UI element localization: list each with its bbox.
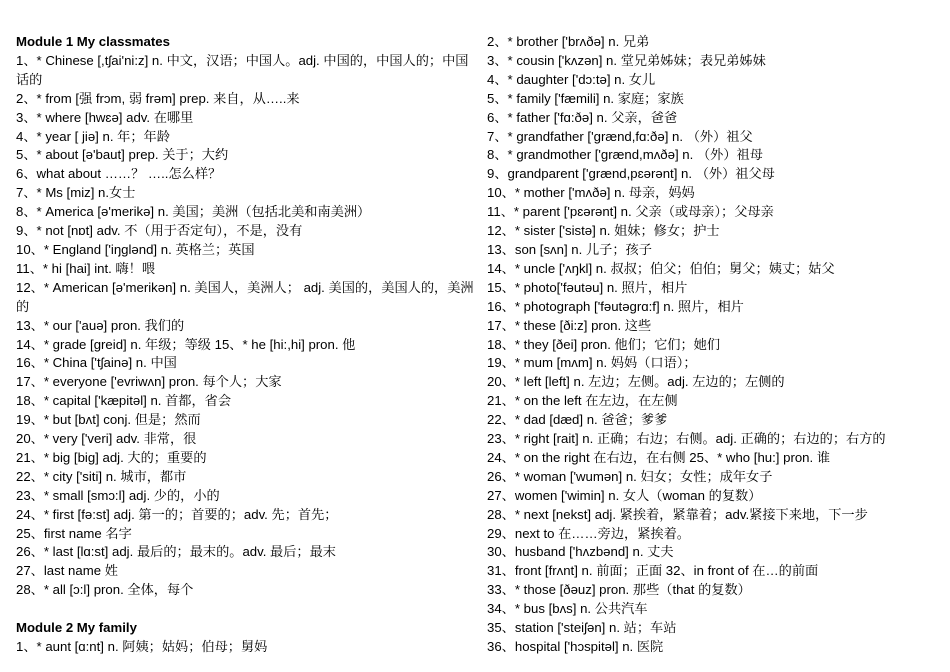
vocab-entry: 3、* cousin ['kʌzən] n. 堂兄弟姊妹；表兄弟姊妹 bbox=[487, 52, 766, 68]
vocab-entry: 28、* all [ɔ:l] pron. 全体，每个 bbox=[16, 582, 194, 598]
vocab-entry: 22、* dad [dæd] n. 爸爸；爹爹 bbox=[487, 412, 668, 428]
vocab-entry: 19、* mum [mʌm] n. 妈妈（口语）； bbox=[487, 355, 697, 371]
vocab-entry: 4、* year [ jiə] n. 年；年龄 bbox=[16, 128, 170, 144]
vocab-entry: 27、last name 姓 bbox=[16, 563, 118, 579]
vocab-entry: 16、* China ['tʃainə] n. 中国 bbox=[16, 355, 177, 371]
vocab-entry: 20、* left [left] n. 左边；左侧。adj. 左边的；左侧的 bbox=[487, 374, 785, 390]
vocab-entry: 4、* daughter ['dɔ:tə] n. 女儿 bbox=[487, 71, 656, 87]
vocab-entry: 14、* uncle ['ʌŋkl] n. 叔叔；伯父；伯伯；舅父；姨丈；姑父 bbox=[487, 260, 835, 276]
vocab-entry: 11、* hi [hai] int. 嗨！喂 bbox=[16, 260, 156, 276]
vocab-entry: 6、* father ['fɑ:ðə] n. 父亲，爸爸 bbox=[487, 109, 678, 125]
vocab-entry: 2、* from [强 frɔm, 弱 frəm] prep. 来自，从…..来 bbox=[16, 90, 300, 106]
section-spacer bbox=[16, 600, 474, 619]
vocab-entry: 1、* aunt [ɑ:nt] n. 阿姨；姑妈；伯母；舅妈 bbox=[16, 638, 268, 654]
vocab-entry: 6、what about ……？ …..怎么样？ bbox=[16, 166, 222, 182]
vocab-entry: 24、* first [fə:st] adj. 第一的；首要的；adv. 先；首先； bbox=[16, 506, 338, 522]
vocab-entry: 26、* last [lɑ:st] adj. 最后的；最末的。adv. 最后；最末 bbox=[16, 544, 336, 560]
vocab-entry: 18、* capital ['kæpitəl] n. 首都，省会 bbox=[16, 393, 232, 409]
vocab-entry: 2、* brother ['brʌðə] n. 兄弟 bbox=[487, 34, 650, 49]
vocab-entry: 7、* grandfather ['grænd,fɑ:ðə] n. （外）祖父 bbox=[487, 128, 753, 144]
vocab-entry: 26、* woman ['wumən] n. 妇女；女性；成年女子 bbox=[487, 468, 773, 484]
vocab-entry: 30、husband ['hʌzbənd] n. 丈夫 bbox=[487, 544, 674, 560]
vocab-entry: 23、* right [rait] n. 正确；右边；右侧。adj. 正确的；右边的；右方的 bbox=[487, 431, 886, 447]
vocab-entry: 35、station ['steiʃən] n. 站；车站 bbox=[487, 620, 677, 636]
vocab-entry: 5、* family ['fæmili] n. 家庭；家族 bbox=[487, 90, 684, 106]
vocab-entry: 19、* but [bʌt] conj. 但是；然而 bbox=[16, 412, 201, 428]
vocab-entry: 7、* Ms [miz] n.女士 bbox=[16, 185, 136, 201]
vocab-entry: 9、* not [nɒt] adv. 不（用于否定句），不是，没有 bbox=[16, 223, 303, 239]
right-column bbox=[487, 33, 937, 657]
vocab-entry: 31、front [frʌnt] n. 前面；正面 32、in front of 在…的前面 bbox=[487, 563, 819, 579]
vocab-entry: 33、* those [ðəuz] pron. 那些（that 的复数） bbox=[487, 582, 751, 598]
vocab-entry: 22、* city ['siti] n. 城市，都市 bbox=[16, 468, 187, 484]
vocab-entry: 12、* sister ['sistə] n. 姐妹；修女；护士 bbox=[487, 223, 720, 239]
vocab-entry: 16、* photograph ['fəutəgrɑ:f] n. 照片，相片 bbox=[487, 298, 744, 314]
vocab-entry: 8、* grandmother ['grænd,mʌðə] n. （外）祖母 bbox=[487, 147, 763, 163]
vocab-entry: 23、* small [smɔ:l] adj. 少的，小的 bbox=[16, 487, 220, 503]
vocab-entry: 17、* these [ði:z] pron. 这些 bbox=[487, 317, 652, 333]
vocab-entry: 20、* very ['veri] adv. 非常，很 bbox=[16, 431, 197, 447]
vocab-entry: 28、* next [nekst] adj. 紧挨着，紧靠着；adv.紧接下来地，下一步 bbox=[487, 506, 868, 522]
vocab-entry: 21、* big [big] adj. 大的；重要的 bbox=[16, 449, 207, 465]
vocab-entry: 5、* about [ə'baut] prep. 关于；大约 bbox=[16, 147, 229, 163]
module-1-title: Module 1 My classmates bbox=[16, 34, 170, 49]
vocab-entry: 24、* on the right 在右边，在右侧 25、* who [hu:] pron. 谁 bbox=[487, 449, 831, 465]
vocab-entry: 34、* bus [bʌs] n. 公共汽车 bbox=[487, 601, 648, 617]
vocab-entry: 27、women ['wimin] n. 女人（woman 的复数） bbox=[487, 487, 762, 503]
vocab-entry: 15、* photo['fəutəu] n. 照片，相片 bbox=[487, 279, 688, 295]
vocab-entry: 14、* grade [greid] n. 年级；等级 15、* he [hi:,hi] pron. 他 bbox=[16, 336, 356, 352]
vocab-entry: 25、first name 名字 bbox=[16, 525, 132, 541]
vocab-entry: 10、* England ['iŋglənd] n. 英格兰；英国 bbox=[16, 241, 255, 257]
vocab-entry: 8、* America [ə'merikə] n. 美国；美洲（包括北美和南美洲） bbox=[16, 204, 371, 220]
vocab-entry: 9、grandparent ['grænd,pɛərənt] n. （外）祖父母 bbox=[487, 166, 775, 182]
vocab-entry: 17、* everyone ['evriwʌn] pron. 每个人；大家 bbox=[16, 374, 282, 390]
vocab-entry: 36、hospital ['hɔspitəl] n. 医院 bbox=[487, 639, 664, 654]
vocab-entry: 11、* parent ['pɛərənt] n. 父亲（或母亲）；父母亲 bbox=[487, 204, 774, 220]
vocab-entry: 21、* on the left 在左边，在左侧 bbox=[487, 393, 678, 409]
vocab-entry: 18、* they [ðei] pron. 他们；它们；她们 bbox=[487, 336, 721, 352]
vocab-entry: 1、* Chinese [,tʃai'ni:z] n. 中文，汉语；中国人。adj. 中国的，中国人的；中国话的 bbox=[16, 52, 469, 87]
module-2-title: Module 2 My family bbox=[16, 620, 137, 636]
left-column bbox=[16, 33, 474, 657]
vocab-entry: 10、* mother ['mʌðə] n. 母亲，妈妈 bbox=[487, 185, 695, 201]
vocab-entry: 29、next to 在……旁边，紧挨着。 bbox=[487, 525, 690, 541]
vocab-entry: 12、* American [ə'merikən] n. 美国人，美洲人； adj. 美国的，美国人的，美洲的 bbox=[16, 279, 474, 314]
vocab-entry: 3、* where [hwɛə] adv. 在哪里 bbox=[16, 109, 194, 125]
vocab-entry: 13、son [sʌn] n. 儿子；孩子 bbox=[487, 241, 652, 257]
vocab-entry: 13、* our ['auə] pron. 我们的 bbox=[16, 317, 185, 333]
